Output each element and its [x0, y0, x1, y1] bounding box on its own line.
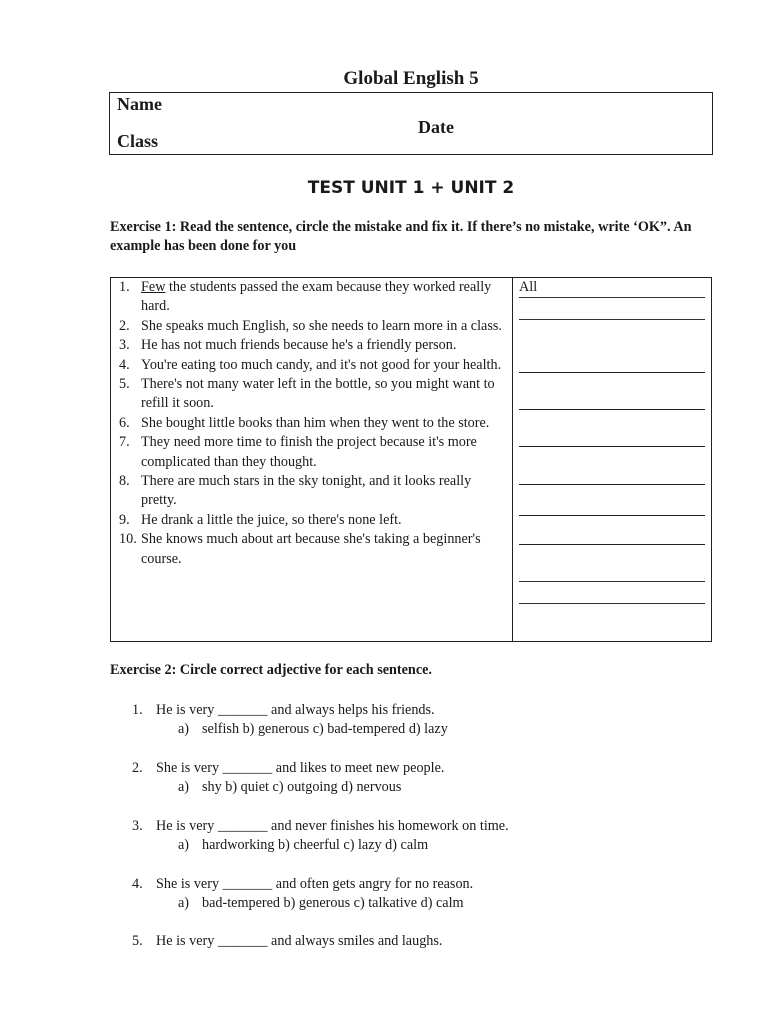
- sentence-number: 8.: [119, 473, 130, 490]
- option-letter: a): [178, 779, 190, 795]
- answer-line-7[interactable]: [519, 515, 705, 516]
- question-number: 1.: [132, 702, 143, 718]
- sentence-number: 4.: [119, 356, 130, 373]
- exercise2-question: [132, 817, 509, 836]
- answer-line-5[interactable]: [519, 446, 705, 447]
- options-text: bad-tempered b) generous c) talkative d) calm: [202, 895, 464, 911]
- question-text: He is very _______ and always helps his friends.: [156, 702, 435, 718]
- exercise1-sentence: [119, 414, 509, 433]
- options-text: shy b) quiet c) outgoing d) nervous: [202, 779, 402, 795]
- exercise1-sentence: [119, 433, 509, 472]
- sentence-text: You're eating too much candy, and it's not good for your health.: [141, 356, 502, 373]
- question-text: He is very _______ and always smiles and laughs.: [156, 933, 443, 949]
- options-text: selfish b) generous c) bad-tempered d) lazy: [202, 721, 448, 737]
- exercise2-question: [132, 759, 444, 778]
- exercise1-sentence-list: [119, 278, 509, 569]
- sentence-text: He has not much friends because he's a friendly person.: [141, 337, 457, 354]
- exercise1-sentence: [119, 356, 509, 375]
- answer-line-10[interactable]: [519, 603, 705, 604]
- exercise1-instruction: Exercise 1: Read the sentence, circle the mistake and fix it. If there’s no mistake, write ‘OK”. An example has been done for you: [110, 219, 692, 254]
- exercise1-sentence: [119, 317, 509, 336]
- sentence-number: 9.: [119, 511, 130, 528]
- answer-line-9[interactable]: [519, 581, 705, 582]
- example-answer: All: [519, 279, 538, 295]
- exercise2-question: [132, 932, 442, 951]
- answer-line-2[interactable]: [519, 319, 705, 320]
- question-number: 2.: [132, 760, 143, 776]
- exercise1-sentence: [119, 375, 509, 414]
- answer-line-8[interactable]: [519, 544, 705, 545]
- question-number: 5.: [132, 933, 143, 949]
- option-letter: a): [178, 721, 190, 737]
- exercise2-options: [178, 720, 448, 739]
- sentence-text: She knows much about art because she's taking a beginner's course.: [141, 531, 481, 567]
- exercise2-options: [178, 836, 428, 855]
- sentence-text: He drank a little the juice, so there's none left.: [141, 511, 402, 528]
- exercise2-options: [178, 778, 401, 797]
- sentence-text: the students passed the exam because they worked really hard.: [141, 279, 492, 315]
- question-text: He is very _______ and never finishes his homework on time.: [156, 818, 509, 834]
- name-label: Name: [117, 94, 162, 114]
- question-text: She is very _______ and likes to meet new people.: [156, 760, 445, 776]
- date-label: Date: [418, 117, 454, 137]
- answer-line-4[interactable]: [519, 409, 705, 410]
- sentence-text: They need more time to finish the project because it's more complicated than they thought.: [141, 434, 477, 470]
- question-text: She is very _______ and often gets angry for no reason.: [156, 876, 474, 892]
- sentence-number: 1.: [119, 279, 130, 295]
- answer-line-6[interactable]: [519, 484, 705, 485]
- exercise1-table: [110, 277, 712, 642]
- answer-line-3[interactable]: [519, 372, 705, 373]
- question-number: 4.: [132, 876, 143, 892]
- exercise2-question: [132, 701, 435, 720]
- sentence-text: There are much stars in the sky tonight, and it looks really pretty.: [141, 473, 472, 509]
- sentence-number: 10.: [119, 531, 137, 548]
- document-title: Global English 5: [343, 68, 479, 89]
- answer-line-1: [519, 297, 705, 298]
- sentence-text: She speaks much English, so she needs to learn more in a class.: [141, 317, 502, 334]
- test-heading: TEST UNIT 1 + UNIT 2: [307, 178, 515, 198]
- exercise1-sentence: [119, 336, 509, 355]
- sentence-number: 6.: [119, 414, 130, 431]
- sentence-number: 3.: [119, 337, 130, 354]
- underlined-word: Few: [141, 279, 166, 295]
- sentence-number: 5.: [119, 376, 130, 393]
- class-label: Class: [117, 131, 159, 151]
- option-letter: a): [178, 837, 190, 853]
- exercise1-sentence: [119, 278, 509, 317]
- sentence-number: 2.: [119, 317, 130, 334]
- sentence-text: She bought little books than him when they went to the store.: [141, 414, 490, 431]
- exercise1-sentence: [119, 530, 509, 569]
- sentence-text: There's not many water left in the bottle, so you might want to refill it soon.: [141, 376, 495, 412]
- sentence-number: 7.: [119, 434, 130, 451]
- exercise2-instruction: Exercise 2: Circle correct adjective for each sentence.: [110, 662, 432, 678]
- table-divider: [512, 278, 513, 641]
- exercise1-sentence: [119, 511, 509, 530]
- option-letter: a): [178, 895, 190, 911]
- question-number: 3.: [132, 818, 143, 834]
- exercise2-options: [178, 894, 464, 913]
- exercise2-question: [132, 875, 473, 894]
- options-text: hardworking b) cheerful c) lazy d) calm: [202, 837, 429, 853]
- exercise1-sentence: [119, 472, 509, 511]
- student-info-box: [109, 92, 713, 155]
